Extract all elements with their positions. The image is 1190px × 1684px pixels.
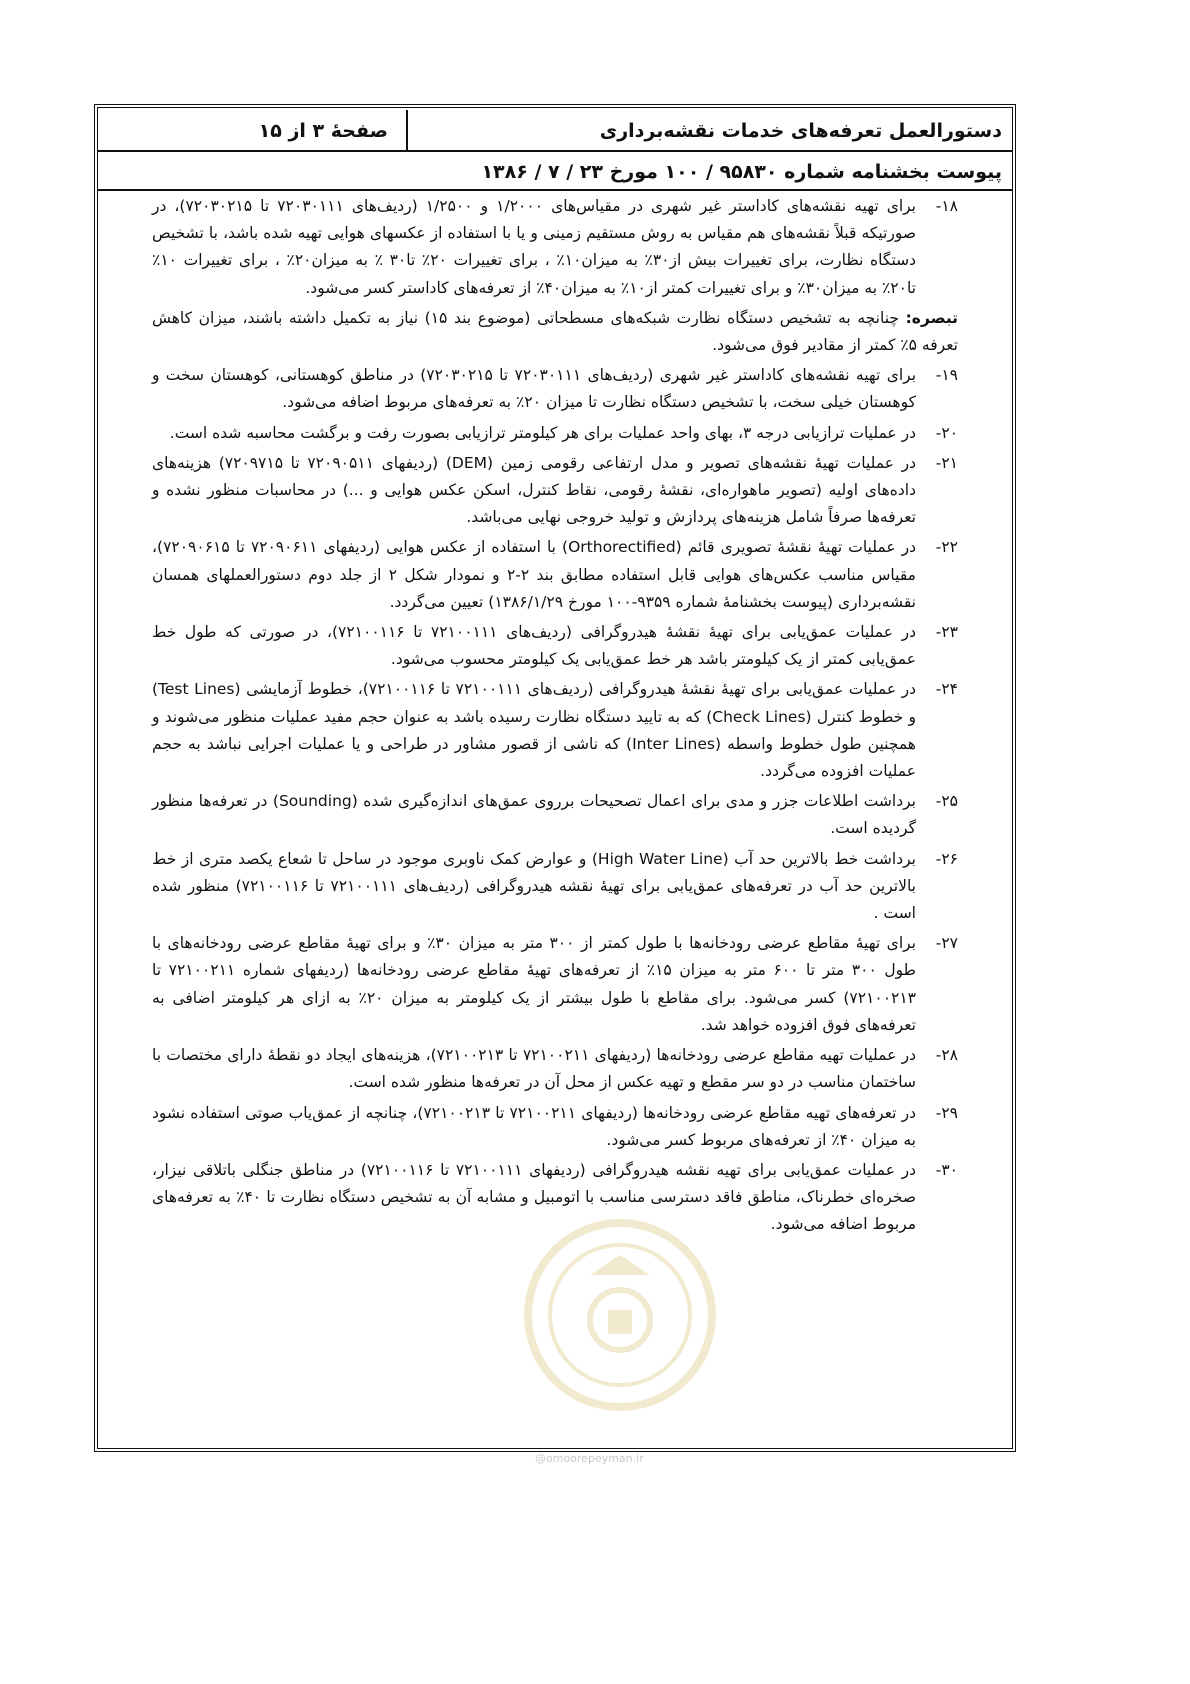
list-item <box>152 450 958 532</box>
note-item <box>152 305 958 359</box>
item-number: ۲۹- <box>935 1103 958 1122</box>
item-number: ۲۳- <box>935 623 958 642</box>
header-row <box>98 110 1012 152</box>
watermark-url: @omoorepeyman.ir <box>535 1452 644 1465</box>
item-number: ۲۲- <box>935 538 958 557</box>
item-number: ۲۷- <box>935 934 958 953</box>
list-item <box>152 1157 958 1239</box>
item-number: ۲۴- <box>935 680 958 699</box>
note-label: تبصره: <box>905 308 959 327</box>
list-item <box>152 534 958 616</box>
item-number: ۲۸- <box>935 1046 958 1065</box>
item-text: برداشت خط بالاترین حد آب (High Water Line) و عوارض کمک ناوبری موجود در ساحل تا شعاع یکصد متری از خط بالاترین حد آب در تعرفه‌های عمق‌یابی برای تهیهٔ نقشه هیدروگرافی (ردیف‌های ۷۲۱۰۰۱۱۱ تا ۷۲۱۰۰۱۱۶) منظور شده است . <box>152 849 916 923</box>
list-item <box>152 362 958 416</box>
item-number: ۲۵- <box>935 792 958 811</box>
item-text: در عملیات تهیهٔ نقشه‌های تصویر و مدل ارتفاعی رقومی زمین (DEM) (ردیفهای ۷۲۰۹۰۵۱۱ تا ۷۲۰۹۷۱۵) هزینه‌های داده‌های اولیه (تصویر ماهواره‌ای، نقشهٔ رقومی، نقاط کنترل، اسکن عکس هوایی و ...) در محاسبات منظور نشده و تعرفه‌ها صرفاً شامل هزینه‌های پردازش و تولید خروجی نهایی می‌باشد. <box>152 453 916 527</box>
item-text: در عملیات تهیه مقاطع عرضی رودخانه‌ها (ردیفهای ۷۲۱۰۰۲۱۱ تا ۷۲۱۰۰۲۱۳)، هزینه‌های ایجاد دو نقطهٔ دارای مختصات با ساختمان مناسب در دو سر مقطع و تهیه عکس از محل آن در تعرفه‌ها منظور شده است. <box>152 1046 917 1092</box>
list-item <box>152 846 958 928</box>
document-subtitle: پیوست بخشنامه شماره ۹۵۸۳۰ / ۱۰۰ مورخ ۲۳ / ۷ / ۱۳۸۶ <box>98 153 1012 191</box>
note-text: چنانچه به تشخیص دستگاه نظارت شبکه‌های مسطحاتی (موضوع بند ۱۵) نیاز به تکمیل داشته باشند، میزان کاهش تعرفه ۵٪ کمتر از مقادیر فوق می‌شود. <box>152 308 958 355</box>
item-text: در عملیات عمق‌یابی برای تهیه نقشه هیدروگرافی (ردیفهای ۷۲۱۰۰۱۱۱ تا ۷۲۱۰۰۱۱۶) در مناطق جنگلی باتلاقی نیزار، صخره‌ای خطرناک، مناطق فاقد دسترسی مناسب با اتومبیل و مشابه آن به تشخیص دستگاه نظارت تا ۴۰٪ به تعرفه‌های مربوط اضافه می‌شود. <box>152 1160 916 1234</box>
item-number: ۱۸- <box>935 197 958 215</box>
item-text: در عملیات ترازیابی درجه ۳، بهای واحد عملیات برای هر کیلومتر ترازیابی بصورت رفت و برگشت محاسبه شده است. <box>169 423 916 442</box>
item-text: در تعرفه‌های تهیه مقاطع عرضی رودخانه‌ها (ردیفهای ۷۲۱۰۰۲۱۱ تا ۷۲۱۰۰۲۱۳)، چنانچه از عمق‌یاب صوتی استفاده نشود به میزان ۴۰٪ از تعرفه‌های مربوط کسر می‌شود. <box>152 1103 916 1149</box>
list-item <box>152 788 958 842</box>
item-number: ۳۰- <box>935 1160 958 1179</box>
item-text: برداشت اطلاعات جزر و مدی برای اعمال تصحیحات برروی عمق‌های اندازه‌گیری شده (Sounding) در تعرفه‌ها منظور گردیده است. <box>152 792 916 838</box>
item-text: برای تهیه نقشه‌های کاداستر غیر شهری در مقیاس‌های ۱/۲۰۰۰ و ۱/۲۵۰۰ (ردیف‌های ۷۲۰۳۰۱۱۱ تا ۷۲۰۳۰۲۱۵)، در صورتیکه قبلاً نقشه‌های هم مقیاس به روش مستقیم زمینی و یا با استفاده از عکسهای هوایی تهیه شده باشد، با تشخیص دستگاه نظارت، برای تغییرات بیش از۳۰٪ به میزان۱۰٪ ، برای تغییرات ۲۰٪ تا۳۰ ٪ به میزان۲۰٪ ، برای تغییرات ۱۰٪ تا۲۰٪ به میزان۳۰٪ و برای تغییرات کمتر از۱۰٪ به میزان۴۰٪ از تعرفه‌های کاداستر کسر می‌شود. <box>152 197 917 297</box>
item-text: برای تهیه نقشه‌های کاداستر غیر شهری (ردیف‌های ۷۲۰۳۰۱۱۱ تا ۷۲۰۳۰۲۱۵) در مناطق کوهستانی، کوهستان سخت و کوهستان خیلی سخت، با تشخیص دستگاه نظارت تا میزان ۲۰٪ به تعرفه‌های مربوط اضافه می‌شود. <box>152 366 917 412</box>
document-body <box>152 193 958 1242</box>
item-text: در عملیات تهیهٔ نقشهٔ تصویری قائم (Orthorectified) با استفاده از عکس هوایی (ردیفهای ۷۲۰۹۰۶۱۱ تا ۷۲۰۹۰۶۱۵)، مقیاس مناسب عکس‌های هوایی قابل استفاده مطابق بند ۲-۲ و نمودار شکل ۲ از جلد دوم دستورالعملهای همسان نقشه‌برداری (پیوست بخشنامهٔ شماره ۹۳۵۹-۱۰۰ مورخ ۱۳۸۶/۱/۲۹) تعیین می‌گردد. <box>152 538 916 611</box>
page-number: صفحهٔ ۳ از ۱۵ <box>98 110 408 150</box>
list-item <box>152 619 958 673</box>
document-title: دستورالعمل تعرفه‌های خدمات نقشه‌برداری <box>599 120 1002 142</box>
list-item <box>152 1100 958 1154</box>
list-item <box>152 676 958 785</box>
list-item <box>152 930 958 1039</box>
item-text: برای تهیهٔ مقاطع عرضی رودخانه‌ها با طول کمتر از ۳۰۰ متر به میزان ۳۰٪ و برای تهیهٔ مقاطع عرضی رودخانه‌های با طول ۳۰۰ متر تا ۶۰۰ متر به میزان ۱۵٪ از تعرفه‌های تهیهٔ مقاطع عرضی رودخانه‌ها (ردیفهای شماره ۷۲۱۰۰۲۱۱ تا ۷۲۱۰۰۲۱۳) کسر می‌شود. برای مقاطع با طول بیشتر از یک کیلومتر به میزان ۲۰٪ به ازای هر کیلومتر اضافی به تعرفه‌های فوق افزوده خواهد شد. <box>152 934 916 1034</box>
list-item <box>152 1042 958 1096</box>
item-number: ۲۱- <box>935 453 958 472</box>
list-item <box>152 420 958 447</box>
item-number: ۲۶- <box>935 849 958 868</box>
item-text: در عملیات عمق‌یابی برای تهیهٔ نقشهٔ هیدروگرافی (ردیف‌های ۷۲۱۰۰۱۱۱ تا ۷۲۱۰۰۱۱۶)، خطوط آزمایشی (Test Lines) و خطوط کنترل (Check Lines) که به تایید دستگاه نظارت رسیده باشد به عنوان حجم مفید عملیات منظور می‌شوند و همچنین طول خطوط واسطه (Inter Lines) که ناشی از قصور مشاور در طراحی و یا عملیات اجرایی نباشد به حجم عملیات افزوده می‌گردد. <box>152 680 917 781</box>
item-number: ۱۹- <box>935 366 958 385</box>
list-item <box>152 193 958 302</box>
item-text: در عملیات عمق‌یابی برای تهیهٔ نقشهٔ هیدروگرافی (ردیف‌های ۷۲۱۰۰۱۱۱ تا ۷۲۱۰۰۱۱۶)، در صورتی که طول خط عمق‌یابی کمتر از یک کیلومتر باشد هر خط عمق‌یابی یک کیلومتر محسوب می‌شود. <box>152 623 916 669</box>
item-number: ۲۰- <box>935 423 958 442</box>
